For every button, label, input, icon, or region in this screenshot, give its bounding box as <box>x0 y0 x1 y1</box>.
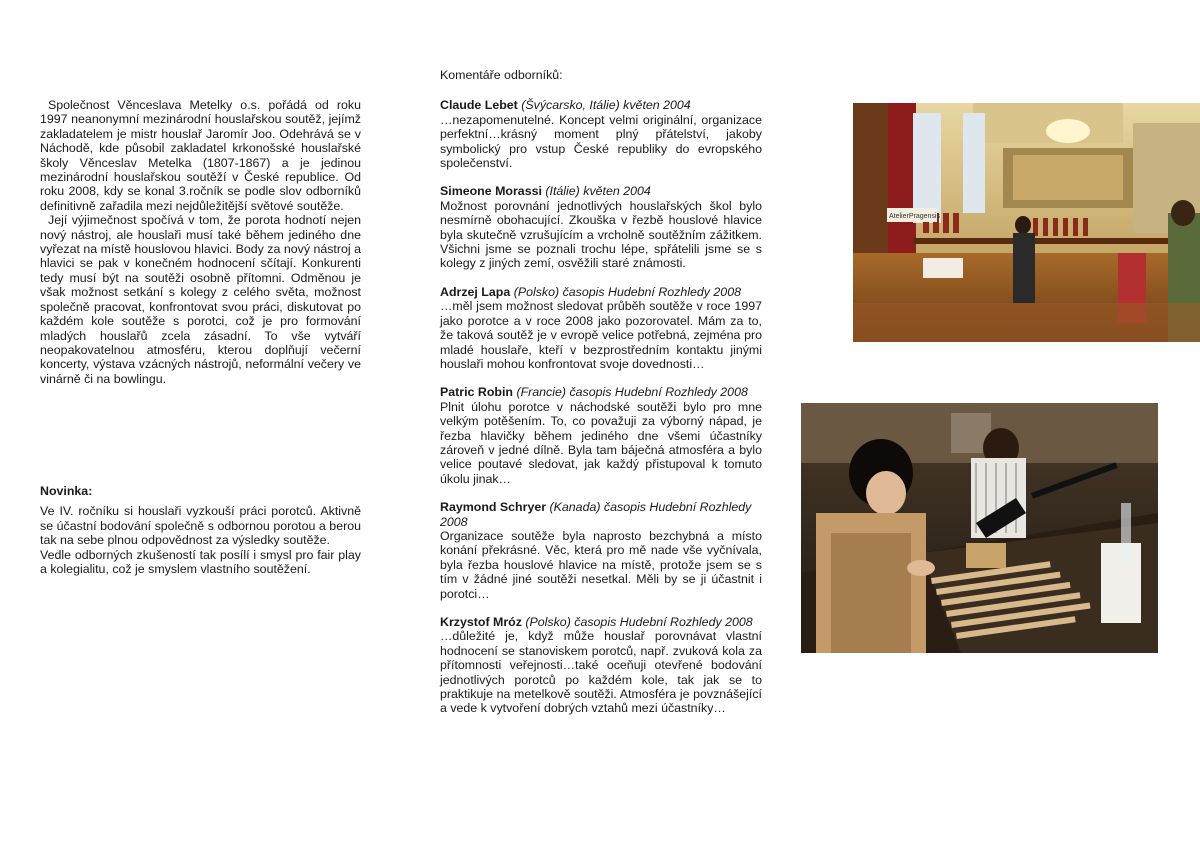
novinka-section <box>40 484 361 576</box>
comment-author: Adrzej Lapa <box>440 284 511 299</box>
photo-exhibition-hall <box>853 103 1200 342</box>
comment-source: (Francie) časopis Hudební Rozhledy 2008 <box>516 385 748 400</box>
comment-author: Simeone Morassi <box>440 184 542 199</box>
intro-paragraph-1: Společnost Věnceslava Metelky o.s. pořádá od roku 1997 neanonymní mezinárodní houslařskou soutěž, jejímž zakladatelem je mistr houslař Jaromír Joo. Odehrává se v Náchodě, kde působil zakladatel krkonošské houslařské školy Věnceslav Metelka (1807-1867) a je jedinou mezinárodní houslařskou soutěží v České republice. Od roku 2008, kdy se konal 3.ročník se podle slov odborníků definitivně zařadila mezi nejdůležitější světové soutěže. <box>40 98 361 213</box>
comment-text: Možnost porovnání jednotlivých houslařských škol bylo nesmírně obohacující. Zkouška v řezbě houslové hlavice byla skutečně vzrušujícím a vrcholně soutěžním zážitkem. Všichni jsme se poznali trochu lépe, spřátelili jsme se s kolegy z jiných zemí, osvěžili staré známosti. <box>440 198 762 271</box>
comment-source: (Itálie) květen 2004 <box>545 184 651 199</box>
comment-text: Organizace soutěže byla naprosto bezchybná a místo konání překrásné. Věc, která pro mě nade vše vyčnívala, byla řezba houslové hlavice na místě, protože jsem se s tím v žádné jiné soutěži nesetkal. Měli by se ji účastnit i porotci… <box>440 528 762 601</box>
comment-author: Patric Robin <box>440 385 513 400</box>
comment-source: (Kanada) časopis Hudební Rozhledy 2008 <box>440 500 752 529</box>
comments-heading: Komentáře odborníků: <box>440 68 563 82</box>
novinka-paragraph-1: Ve IV. ročníku si houslaři vyzkouší práci porotců. Aktivně se účastní bodování společně s odbornou porotou a berou tak na sebe plnou odpovědnost za výsledky soutěže. <box>40 504 361 548</box>
hall-sign-text: AtelierPragensis <box>889 213 940 220</box>
comment-author: Krzystof Mróz <box>440 615 522 629</box>
expert-comments <box>440 68 762 730</box>
comment-item <box>440 385 762 486</box>
comment-text: …měl jsem možnost sledovat průběh soutěže v roce 1997 jako porotce a v roce 2008 jako pozorovatel. Mám za to, že taková soutěž je v evropě velice potřebná, zejména pro mladé houslaře, kteří v bezprostředním kontaktu jinými houslaři mohou konfrontovat svoje dovednosti… <box>440 299 762 371</box>
comment-text: …nezapomenutelné. Koncept velmi originální, organizace perfektní…krásný moment plný přátelství, jakoby symbolický pro vstup České republiky do evropského společenství. <box>440 112 762 171</box>
comment-author: Claude Lebet <box>440 98 518 113</box>
comment-item <box>440 500 762 601</box>
comment-text: …důležité je, když může houslař porovnávat vlastní hodnocení se stanoviskem porotců, např. zvuková kola za přítomnosti veřejnosti…také oceňuji otevřené bodování jednotlivých porotců po každém kole, tak jak se to praktikuje na metelkově soutěži. Atmosféra je povznášející a vede k vytvoření dobrých vztahů mezi účastníky… <box>440 629 762 716</box>
comment-item <box>440 98 762 170</box>
comment-item <box>440 184 762 270</box>
comment-source: (Polsko) časopis Hudební Rozhledy 2008 <box>513 284 741 299</box>
workshop-illustration <box>801 403 1158 653</box>
comment-text: Plnit úlohu porotce v náchodské soutěži bylo pro mne velkým potěšením. To, co považuji za výborný nápad, je řezba hlavičky během jediného dne všemi účastníky zároveň v jedné dílně. Byla tam báječná atmosféra a bylo velice poutavé sledovat, jak každý přistupoval k tomuto úkolu jinak… <box>440 399 762 486</box>
comment-item <box>440 285 762 371</box>
novinka-paragraph-2: Vedle odborných zkušeností tak posílí i smysl pro fair play a kolegialitu, což je smyslem vlastního soutěžení. <box>40 547 361 577</box>
comment-item <box>440 615 762 716</box>
comment-source: (Švýcarsko, Itálie) květen 2004 <box>521 98 691 113</box>
intro-paragraph-2: Její výjimečnost spočívá v tom, že porota hodnotí nejen nový nástroj, ale houslaři musí také během jediného dne vyřezat na místě houslovou hlavici. Body za nový nástroj a hlavici se pak v konečném hodnocení sčítají. Konkurenti tedy musí být na soutěži osobně přítomni. Odměnou je však možnost setkání s kolegy z celého světa, možnost společně pracovat, konfrontovat svou práci, diskutovat po každém kole soutěže s porotci, což je pro formování mladých houslařů zcela zásadní. To vše vytváří neopakovatelnou atmosféru, kterou doplňují večerní koncerty, výstava vzácných nástrojů, neformální večery ve vinárně či na bowlingu. <box>40 213 361 386</box>
comment-source: (Polsko) časopis Hudební Rozhledy 2008 <box>525 615 753 629</box>
photo-carving-workshop <box>801 403 1158 653</box>
hall-illustration <box>853 103 1200 342</box>
intro-text <box>40 98 361 386</box>
comment-author: Raymond Schryer <box>440 500 547 515</box>
novinka-title: Novinka: <box>40 484 93 498</box>
